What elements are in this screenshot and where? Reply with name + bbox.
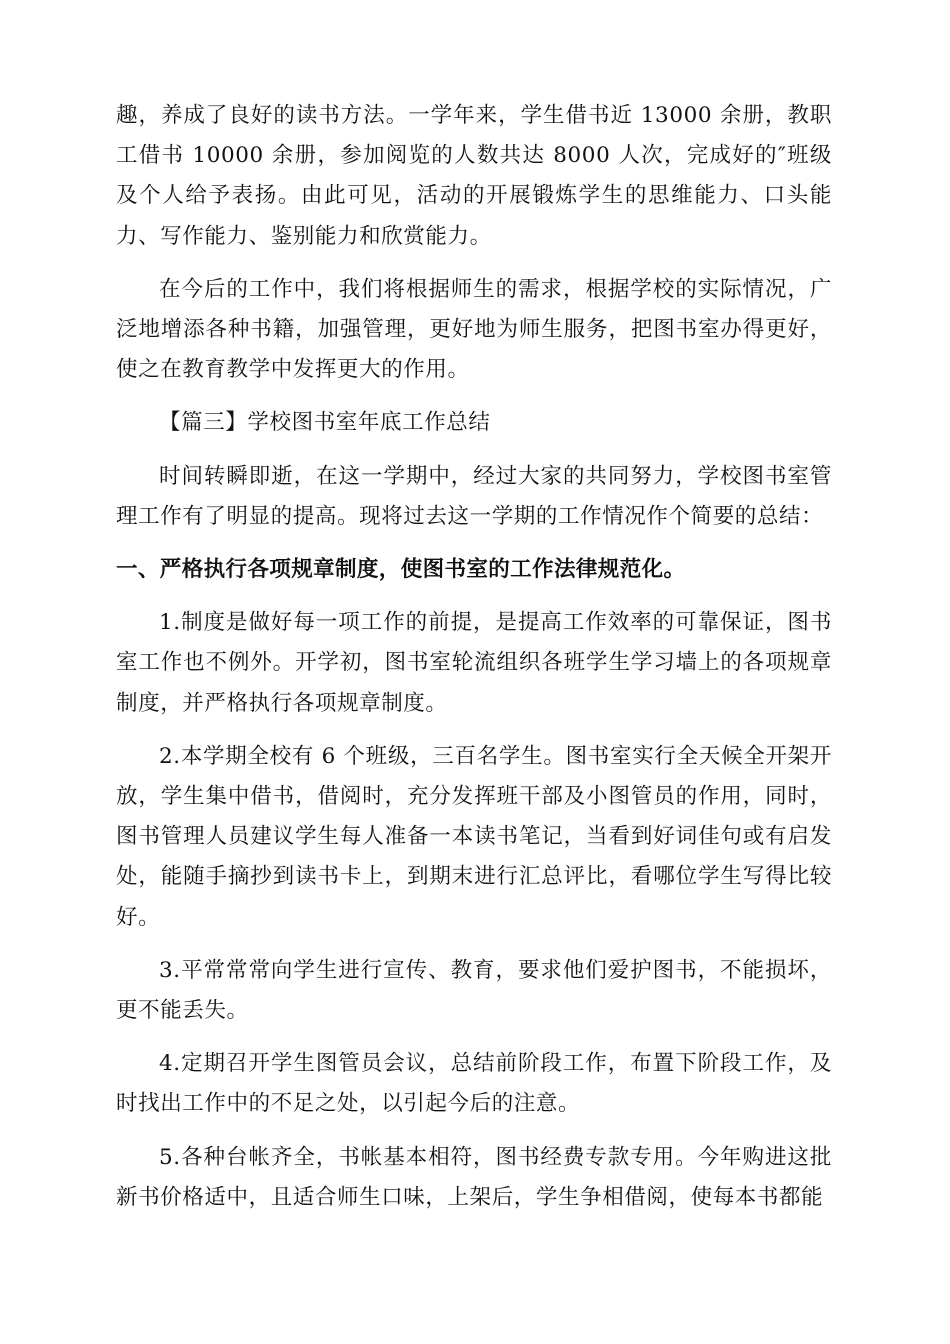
- document-page: [116, 96, 832, 1231]
- section-title: 【篇三】学校图书室年底工作总结: [159, 410, 491, 436]
- paragraph-item-2: 2.本学期全校有 6 个班级，三百名学生。图书室实行全天候全开架开放，学生集中借书，借阅时，充分发挥班干部及小图管员的作用，同时，图书管理人员建议学生每人准备一本读书笔记，当看到好词佳句或有启发处，能随手摘抄到读书卡上，到期末进行汇总评比，看哪位学生写得比较好。: [116, 743, 832, 930]
- paragraph-continuation: 趣，养成了良好的读书方法。一学年来，学生借书近 13000 余册，教职工借书 10000 余册，参加阅览的人数共达 8000 人次，完成好的″班级及个人给予表扬。由此可见，活动的开展锻炼学生的思维能力、口头能力、写作能力、鉴别能力和欣赏能力。: [116, 103, 832, 249]
- bold-heading-rules: 一、严格执行各项规章制度，使图书室的工作法律规范化。: [116, 557, 686, 583]
- paragraph-item-1: 1.制度是做好每一项工作的前提，是提高工作效率的可靠保证，图书室工作也不例外。开学初，图书室轮流组织各班学生学习墙上的各项规章制度，并严格执行各项规章制度。: [116, 610, 832, 716]
- paragraph-item-5: 5.各种台帐齐全，书帐基本相符，图书经费专款专用。今年购进这批新书价格适中，且适合师生口味，上架后，学生争相借阅，使每本书都能: [116, 1144, 832, 1210]
- paragraph-item-4: 4.定期召开学生图管员会议，总结前阶段工作，布置下阶段工作，及时找出工作中的不足之处，以引起今后的注意。: [116, 1051, 832, 1117]
- paragraph-future-work: 在今后的工作中，我们将根据师生的需求，根据学校的实际情况，广泛地增添各种书籍，加强管理，更好地为师生服务，把图书室办得更好，使之在教育教学中发挥更大的作用。: [116, 276, 832, 383]
- paragraph-intro: 时间转瞬即逝，在这一学期中，经过大家的共同努力，学校图书室管理工作有了明显的提高。现将过去这一学期的工作情况作个简要的总结：: [116, 463, 832, 529]
- paragraph-item-3: 3.平常常常向学生进行宣传、教育，要求他们爱护图书，不能损坏，更不能丢失。: [116, 957, 832, 1024]
